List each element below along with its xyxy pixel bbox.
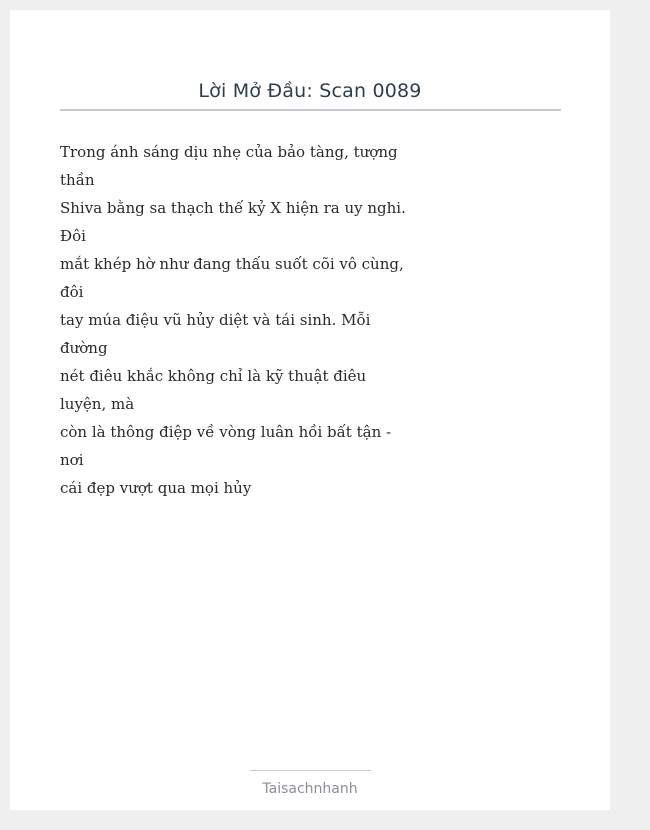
text-line: Đôi [60, 227, 86, 245]
footer-divider [250, 770, 371, 771]
text-line: cái đẹp vượt qua mọi hủy [60, 479, 252, 497]
footer-publisher: Taisachnhanh [262, 781, 358, 797]
text-line: đường [60, 339, 108, 357]
text-line: Trong ánh sáng dịu nhẹ của bảo tàng, tượng [60, 143, 398, 161]
title-divider [60, 109, 561, 111]
text-line: tay múa điệu vũ hủy diệt và tái sinh. Mỗi [60, 311, 371, 329]
text-line: luyện, mà [60, 395, 135, 413]
text-line: nét điêu khắc không chỉ là kỹ thuật điêu [60, 367, 367, 385]
text-line: mắt khép hờ như đang thấu suốt cõi vô cùng, [60, 255, 404, 273]
text-line: Shiva bằng sa thạch thế kỷ X hiện ra uy nghi. [60, 199, 406, 217]
document-page [10, 10, 610, 810]
text-line: thần [60, 171, 95, 189]
text-line: nơi [60, 451, 84, 469]
page-title: Lời Mở Đầu: Scan 0089 [198, 80, 422, 102]
body-text [60, 138, 406, 502]
text-line: đôi [60, 283, 84, 301]
text-line: còn là thông điệp về vòng luân hồi bất tận - [60, 423, 392, 441]
